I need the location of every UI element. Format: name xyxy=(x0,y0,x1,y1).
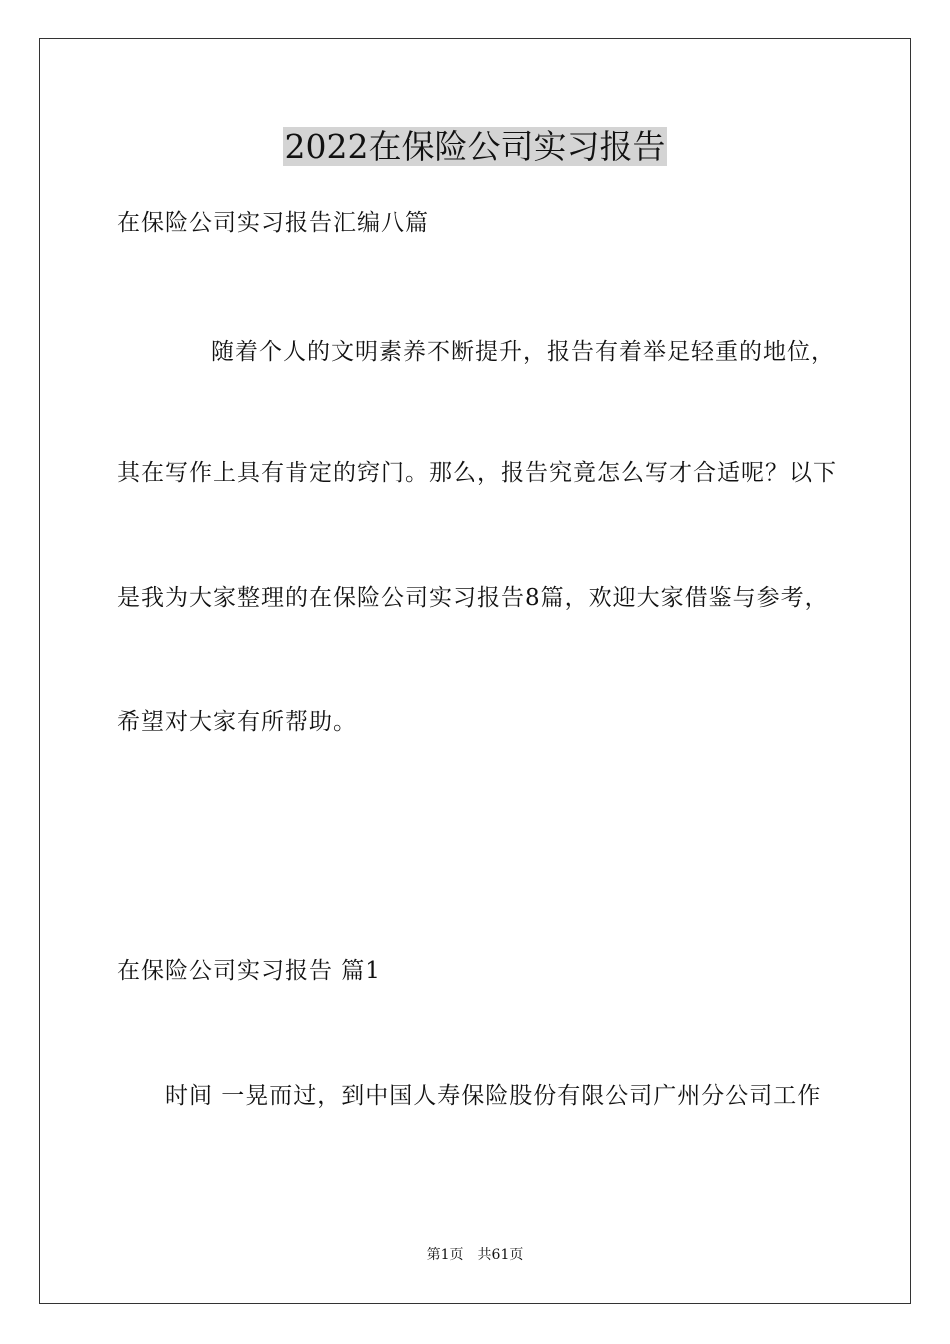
intro-line-1: 随着个人的文明素养不断提升，报告有着举足轻重的地位， xyxy=(211,339,835,365)
document-title xyxy=(0,124,950,170)
document-subtitle: 在保险公司实习报告汇编八篇 xyxy=(117,210,429,236)
section-heading: 在保险公司实习报告 篇1 xyxy=(117,958,381,984)
intro-line-2: 其在写作上具有肯定的窍门。那么，报告究竟怎么写才合适呢？以下 xyxy=(117,460,837,486)
intro-line-4: 希望对大家有所帮助。 xyxy=(117,709,357,735)
document-title-text: 2022在保险公司实习报告 xyxy=(284,127,666,166)
body-paragraph-line: 时间 一晃而过，到中国人寿保险股份有限公司广州分公司工作 xyxy=(165,1083,822,1109)
page-number: 第1页 共61页 xyxy=(426,1247,524,1263)
intro-line-3: 是我为大家整理的在保险公司实习报告8篇，欢迎大家借鉴与参考， xyxy=(117,585,829,611)
